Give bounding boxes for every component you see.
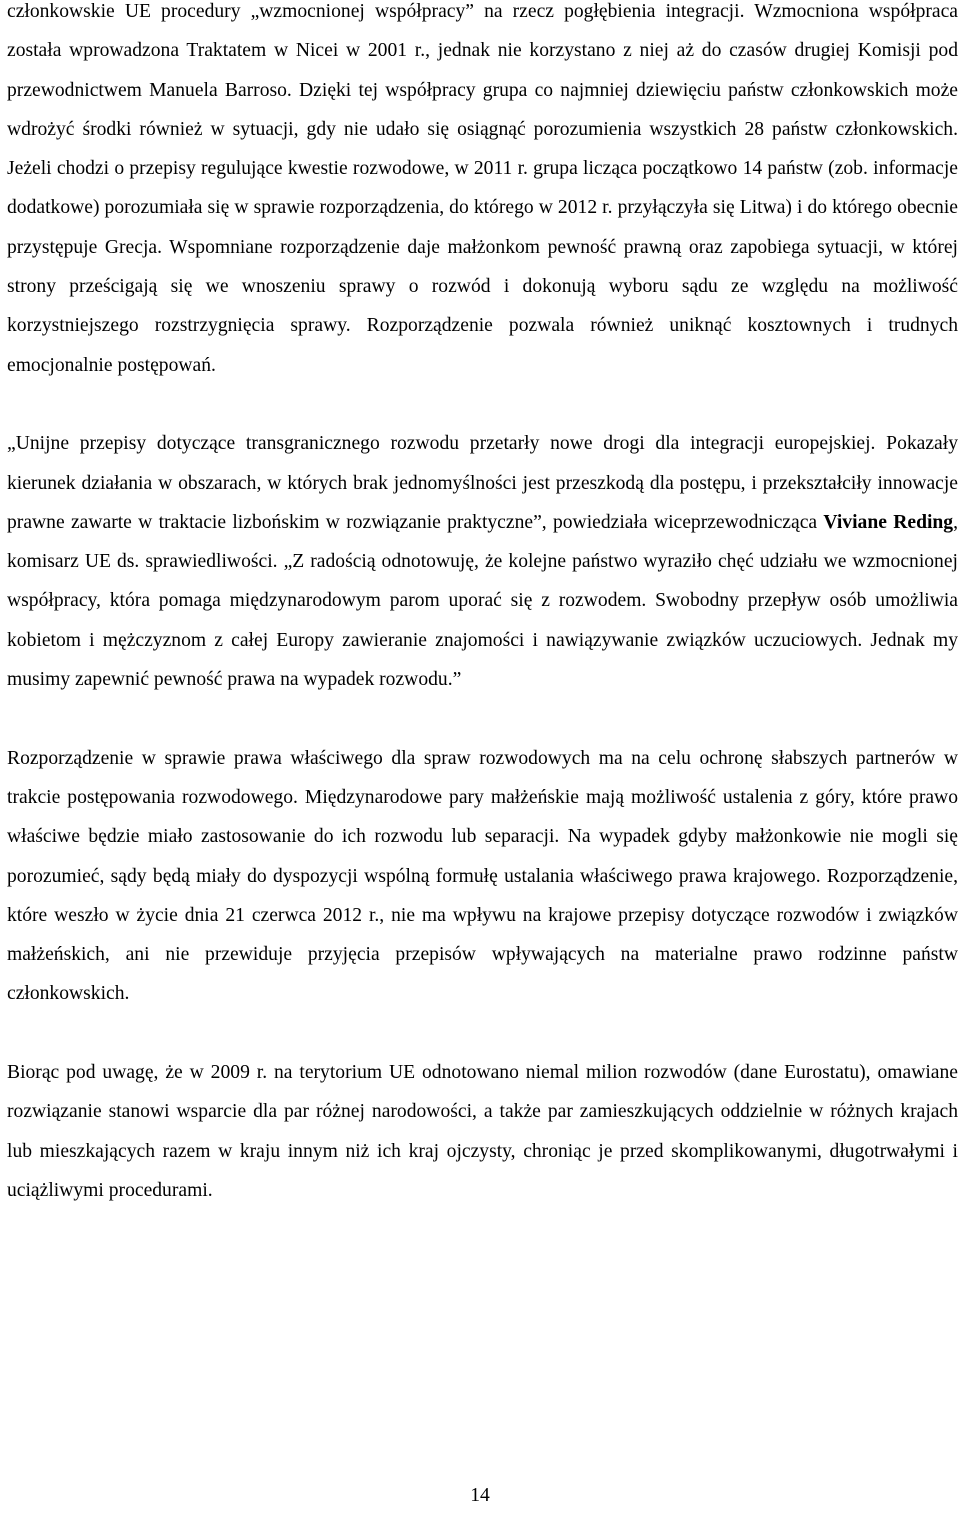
paragraph-applicable-law: Rozporządzenie w sprawie prawa właściwego dla spraw rozwodowych ma na celu ochronę słabszych partnerów w trakcie postępowania rozwodowego. Międzynarodowe pary małżeńskie mają możliwość ustalenia z góry, które prawo właściwe będzie miało zastosowanie do ich rozwodu lub separacji. Na wypadek gdyby małżonkowie nie mogli się porozumieć, sądy będą miały do dyspozycji wspólną formułę ustalania właściwego prawa krajowego. Rozporządzenie, które weszło w życie dnia 21 czerwca 2012 r., nie ma wpływu na krajowe przepisy dotyczące rozwodów i związków małżeńskich, ani nie przewiduje przyjęcia przepisów wpływających na materialne prawo rodzinne państw członkowskich. [7, 747, 958, 1005]
page-number: 14 [470, 1485, 490, 1506]
paragraph-spacer [7, 699, 958, 738]
paragraph-reding-quote [7, 424, 958, 699]
paragraph-enhanced-cooperation: członkowskie UE procedury „wzmocnionej współpracy” na rzecz pogłębienia integracji. Wzmocniona współpraca została wprowadzona Traktatem w Nicei w 2001 r., jednak nie korzystano z niej aż do czasów drugiej Komisji pod przewodnictwem Manuela Barroso. Dzięki tej współpracy grupa co najmniej dziewięciu państw członkowskich może wdrożyć środki również w sytuacji, gdy nie udało się osiągnąć porozumienia wszystkich 28 państw członkowskich. Jeżeli chodzi o przepisy regulujące kwestie rozwodowe, w 2011 r. grupa licząca początkowo 14 państw (zob. informacje dodatkowe) porozumiała się w sprawie rozporządzenia, do którego w 2012 r. przyłączyła się Litwa) i do którego obecnie przystępuje Grecja. Wspomniane rozporządzenie daje małżonkom pewność prawną oraz zapobiega sytuacji, w której strony prześcigają się we wnoszeniu sprawy o rozwód i dokonują wyboru sądu ze względu na możliwość korzystniejszego rozstrzygnięcia sprawy. Rozporządzenie pozwala również uniknąć kosztownych i trudnych emocjonalnie postępowań. [7, 1, 958, 376]
speaker-name: Viviane Reding [823, 511, 954, 533]
paragraph-spacer [7, 385, 958, 424]
quote-text-start: „Unijne przepisy dotyczące transgranicznego rozwodu przetarły nowe drogi dla integracji europejskiej. Pokazały kierunek działania w obszarach, w których brak jednomyślności jest przeszkodą dla postępu, i przekształciły innowacje prawne zawarte w traktacie lizbońskim w rozwiązanie praktyczne”, powiedziała wiceprzewodnicząca [7, 433, 958, 533]
paragraph-spacer [7, 1014, 958, 1053]
paragraph-eurostat-divorces: Biorąc pod uwagę, że w 2009 r. na terytorium UE odnotowano niemal milion rozwodów (dane Eurostatu), omawiane rozwiązanie stanowi wsparcie dla par różnej narodowości, a także par zamieszkujących oddzielnie w różnych krajach lub mieszkających razem w kraju innym niż ich kraj ojczysty, chroniąc je przed skomplikowanymi, długotrwałymi i uciążliwymi procedurami. [7, 1062, 958, 1201]
quote-text-end: , komisarz UE ds. sprawiedliwości. „Z radością odnotowuję, że kolejne państwo wyraziło chęć udziału we wzmocnionej współpracy, która pomaga międzynarodowym parom uporać się z rozwodem. Swobodny przepływ osób umożliwia kobietom i mężczyznom z całej Europy zawieranie znajomości i nawiązywanie związków uczuciowych. Jednak my musimy zapewnić pewność prawa na wypadek rozwodu.” [7, 511, 959, 691]
document-body [7, 0, 958, 1210]
